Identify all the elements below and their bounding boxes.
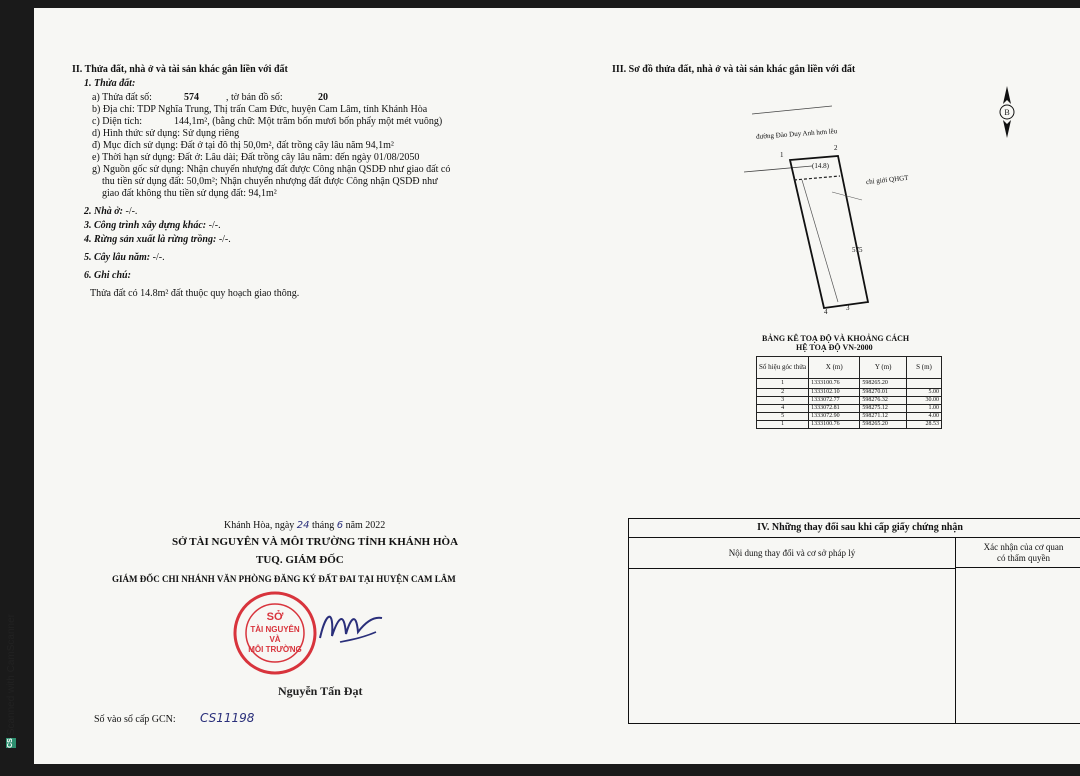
signer-name: Nguyễn Tấn Đạt [278, 684, 363, 698]
changes-confirm-col [956, 538, 1080, 723]
pt4-label: 4 [824, 308, 828, 316]
agency-name: SỞ TÀI NGUYÊN VÀ MÔI TRƯỜNG TỈNH KHÁNH HÒA [172, 536, 459, 548]
certificate-page [34, 8, 1080, 764]
table-cell: 598270.01 [860, 389, 907, 397]
camscanner-label [6, 614, 17, 748]
sign-month: 6 [336, 520, 344, 531]
parcel-no-label: a) Thửa đất số: [92, 92, 152, 103]
changes-col1-header: Nội dung thay đổi và cơ sở pháp lý [629, 538, 955, 569]
forest-heading: 4. Rừng sản xuất là rừng trồng: [84, 234, 217, 245]
table-cell: 598271.12 [860, 413, 907, 421]
changes-content-col [629, 538, 956, 723]
signature-scribble [316, 602, 386, 652]
table-cell: 1.00 [907, 405, 942, 413]
usage-purpose: đ) Mục đích sử dụng: Đất ở tại đô thị 50,0m², đất trồng cây lâu năm 94,1m² [92, 140, 394, 151]
table-cell: 1333102.10 [809, 389, 860, 397]
north-arrow-icon [998, 84, 1016, 140]
table-cell: 1333072.90 [809, 413, 860, 421]
house-row [84, 206, 137, 218]
col2-header-line1: Xác nhận của cơ quan [983, 542, 1064, 552]
col-header: Số hiệu góc thửa [757, 357, 809, 379]
place-prefix: Khánh Hòa, ngày [224, 520, 295, 531]
coord-table-title: BẢNG KÊ TOẠ ĐỘ VÀ KHOẢNG CÁCH [762, 334, 910, 343]
signer-position: GIÁM ĐỐC CHI NHÁNH VĂN PHÒNG ĐĂNG KÝ ĐẤT ĐAI TẠI HUYỆN CAM LÂM [112, 574, 456, 584]
official-stamp [232, 590, 318, 676]
map-sheet-label: , tờ bản đồ số: [226, 92, 283, 103]
camscanner-watermark [4, 614, 26, 750]
coord-table [756, 356, 942, 429]
table-cell: 1 [757, 421, 809, 429]
origin-line-3: giao đất không thu tiền sử dụng đất: 94,1m² [102, 188, 277, 199]
table-cell: 598275.12 [860, 405, 907, 413]
stamp-line-1: SỞ [266, 611, 284, 623]
usage-form: d) Hình thức sử dụng: Sử dụng riêng [92, 128, 240, 139]
stamp-line-2: TÀI NGUYÊN [250, 625, 300, 634]
road-area-label: (14.8) [812, 162, 829, 170]
origin-line-1: g) Nguồn gốc sử dụng: Nhận chuyển nhượng đất được Công nhận QSDĐ như giao đất có [92, 164, 451, 175]
table-cell: 3 [757, 397, 809, 405]
area-label: c) Diện tích: [92, 116, 142, 127]
table-cell: 4 [757, 405, 809, 413]
table-cell: 1333072.77 [809, 397, 860, 405]
table-cell: 1333100.76 [809, 379, 860, 389]
table-cell: 30.00 [907, 397, 942, 405]
gcn-value: CS11198 [200, 711, 255, 725]
sign-date [224, 520, 385, 532]
col-header: X (m) [809, 357, 860, 379]
pt3-label: 3 [846, 304, 850, 312]
road-label: đường Đào Duy Anh hơn lêu [755, 127, 838, 141]
map-sheet-no: 20 [318, 92, 328, 103]
origin-line-2: thu tiền sử dụng đất: 50,0m²; Nhận chuyển nhượng đất được Công nhận QSDĐ như [102, 176, 438, 187]
month-prefix: tháng [312, 520, 335, 531]
perennial-value: -/-. [152, 252, 165, 263]
parcel-no: 574 [184, 92, 199, 103]
table-cell: 2 [757, 389, 809, 397]
changes-table [628, 518, 1080, 724]
house-value: -/-. [125, 206, 138, 217]
sign-day: 24 [296, 520, 310, 531]
table-cell: 1333072.81 [809, 405, 860, 413]
perennial-row [84, 252, 165, 264]
svg-text:B: B [1004, 108, 1010, 117]
table-cell: 1 [757, 379, 809, 389]
coord-system: HỆ TOẠ ĐỘ VN-2000 [796, 343, 873, 352]
stamp-line-3: VÀ [269, 635, 281, 644]
boundary-label: chỉ giới QHGT [865, 173, 909, 187]
house-heading: 2. Nhà ở: [84, 206, 123, 217]
pt1-label: 1 [780, 151, 784, 159]
address: b) Địa chỉ: TDP Nghĩa Trung, Thị trấn Cam Đức, huyện Cam Lâm, tỉnh Khánh Hòa [92, 104, 428, 115]
note-text: Thửa đất có 14.8m² đất thuộc quy hoạch giao thông. [90, 288, 300, 299]
table-cell: 5.00 [907, 389, 942, 397]
col-header: Y (m) [860, 357, 907, 379]
table-cell: 5 [757, 413, 809, 421]
section2-title: II. Thửa đất, nhà ở và tài sản khác gắn liền với đất [72, 64, 288, 75]
table-cell: 4.00 [907, 413, 942, 421]
area-value: 144,1m², (bằng chữ: Một trăm bốn mươi bốn phẩy một mét vuông) [174, 116, 443, 127]
forest-row [84, 234, 231, 246]
camscanner-logo-icon: CS [7, 738, 15, 748]
col-header: S (m) [907, 357, 942, 379]
table-cell [907, 379, 942, 389]
gcn-label: Số vào sổ cấp GCN: [94, 714, 176, 725]
note-heading: 6. Ghi chú: [84, 270, 131, 281]
table-cell: 1333100.76 [809, 421, 860, 429]
forest-value: -/-. [218, 234, 231, 245]
col2-header-line2: có thẩm quyền [997, 553, 1050, 563]
table-cell: 598265.20 [860, 379, 907, 389]
table-cell: 598265.20 [860, 421, 907, 429]
tuq-title: TUQ. GIÁM ĐỐC [256, 554, 344, 566]
section3-title: III. Sơ đồ thửa đất, nhà ở và tài sản khác gắn liền với đất [612, 64, 856, 75]
section4-title: IV. Những thay đổi sau khi cấp giấy chứng nhận [629, 519, 1080, 538]
sign-year: năm 2022 [345, 520, 386, 531]
pt2-label: 2 [834, 144, 838, 152]
other-construction-value: -/-. [208, 220, 221, 231]
other-construction-row [84, 220, 221, 232]
parcel-575-label: 575 [852, 246, 863, 254]
camscanner-text: Scanned with CamScanner [6, 614, 17, 736]
stamp-line-4: MÔI TRƯỜNG [248, 645, 302, 654]
perennial-heading: 5. Cây lâu năm: [84, 252, 151, 263]
table-cell: 598276.32 [860, 397, 907, 405]
other-construction-heading: 3. Công trình xây dựng khác: [84, 220, 207, 231]
table-cell: 28.53 [907, 421, 942, 429]
changes-col2-header [956, 538, 1080, 568]
parcel-heading: 1. Thửa đất: [84, 78, 136, 89]
usage-term: e) Thời hạn sử dụng: Đất ở: Lâu dài; Đất trồng cây lâu năm: đến ngày 01/08/2050 [92, 152, 420, 163]
